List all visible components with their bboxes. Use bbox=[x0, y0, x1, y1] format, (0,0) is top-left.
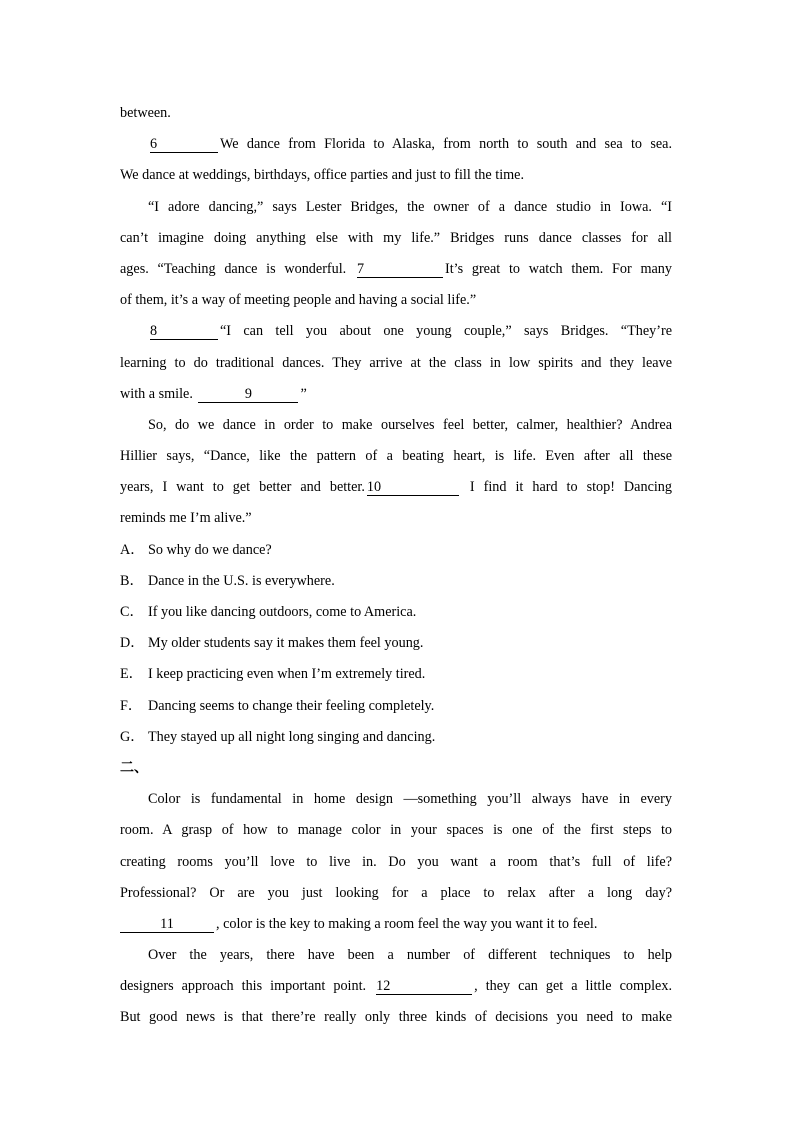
technique-paragraph-line3: But good news is that there’re really only three kinds of decisions you need to make bbox=[120, 1009, 672, 1026]
paragraph-andrea-line1: So, do we dance in order to make ourselves feel better, calmer, healthier? Andrea bbox=[148, 416, 672, 433]
document-page bbox=[120, 98, 672, 1034]
paragraph-lester-line4: of them, it’s a way of meeting people and having a social life.” bbox=[120, 292, 477, 309]
text: It’s great to watch them. For many bbox=[444, 260, 672, 277]
text-line: between. bbox=[120, 105, 171, 121]
option-d[interactable] bbox=[120, 628, 672, 659]
paragraph-6-line2: We dance at weddings, birthdays, office parties and just to fill the time. bbox=[120, 167, 525, 184]
option-text: I keep practicing even when I’m extremely tired. bbox=[148, 666, 426, 683]
text: designers approach this important point. bbox=[120, 978, 367, 995]
option-text: Dance in the U.S. is everywhere. bbox=[148, 572, 335, 589]
color-paragraph-line3: creating rooms you’ll love to live in. Do you want a room that’s full of life? bbox=[120, 853, 672, 870]
option-text: My older students say it makes them feel young. bbox=[148, 635, 424, 652]
blank-7[interactable]: 7 bbox=[357, 262, 443, 278]
blank-8[interactable]: 8 bbox=[150, 324, 218, 340]
option-text: So why do we dance? bbox=[148, 541, 272, 558]
paragraph-andrea-line4: reminds me I’m alive.” bbox=[120, 510, 252, 527]
paragraph-andrea-line2: Hillier says, “Dance, like the pattern of a beating heart, is life. Even after all these bbox=[120, 448, 672, 465]
option-letter: A． bbox=[120, 541, 145, 558]
color-paragraph-line2: room. A grasp of how to manage color in your spaces is one of the first steps to bbox=[120, 822, 672, 839]
section-two-heading: 二、 bbox=[120, 759, 148, 776]
text: ” bbox=[300, 385, 307, 402]
option-g[interactable] bbox=[120, 722, 672, 753]
color-paragraph-line5 bbox=[120, 909, 672, 940]
blank-10[interactable]: 10 bbox=[367, 480, 459, 496]
text: , they can get a little complex. bbox=[474, 978, 672, 995]
option-f[interactable] bbox=[120, 691, 672, 722]
option-text: They stayed up all night long singing and dancing. bbox=[148, 728, 436, 745]
option-text: Dancing seems to change their feeling completely. bbox=[148, 697, 435, 714]
blank-9[interactable]: 9 bbox=[198, 387, 298, 403]
text: We dance from Florida to Alaska, from north to south and sea to sea. bbox=[220, 136, 672, 153]
option-letter: C． bbox=[120, 604, 144, 620]
option-text: If you like dancing outdoors, come to America. bbox=[148, 604, 417, 620]
text: “I can tell you about one young couple,” says Bridges. “They’re bbox=[220, 323, 672, 340]
technique-paragraph-line2 bbox=[120, 971, 672, 1002]
text: , color is the key to making a room feel the way you want it to feel. bbox=[216, 915, 598, 932]
color-paragraph-line1: Color is fundamental in home design —something you’ll always have in every bbox=[148, 791, 672, 808]
blank-6[interactable]: 6 bbox=[150, 137, 218, 153]
option-list bbox=[120, 535, 672, 753]
option-c[interactable] bbox=[120, 597, 672, 628]
text: years, I want to get better and better. bbox=[120, 479, 365, 496]
option-letter: G． bbox=[120, 728, 145, 745]
paragraph-lester-line1: “I adore dancing,” says Lester Bridges, the owner of a dance studio in Iowa. “I bbox=[148, 198, 672, 215]
paragraph-8-line3 bbox=[120, 379, 672, 410]
paragraph-lester-line2: can’t imagine doing anything else with my life.” Bridges runs dance classes for all bbox=[120, 229, 672, 246]
option-b[interactable] bbox=[120, 566, 672, 597]
option-a[interactable] bbox=[120, 535, 672, 566]
option-e[interactable] bbox=[120, 659, 672, 690]
text: ages. “Teaching dance is wonderful. bbox=[120, 260, 347, 277]
paragraph-andrea-line3 bbox=[120, 472, 672, 503]
color-paragraph-line4: Professional? Or are you just looking for a place to relax after a long day? bbox=[120, 884, 672, 901]
option-letter: F． bbox=[120, 697, 143, 714]
option-letter: B． bbox=[120, 572, 144, 589]
paragraph-6-line1 bbox=[120, 129, 672, 160]
option-letter: E． bbox=[120, 666, 143, 683]
technique-paragraph-line1: Over the years, there have been a number of different techniques to help bbox=[148, 947, 672, 964]
blank-11[interactable]: 11 bbox=[120, 917, 214, 933]
paragraph-lester-line3 bbox=[120, 254, 672, 285]
text: I find it hard to stop! Dancing bbox=[469, 479, 672, 496]
paragraph-8-line1 bbox=[120, 316, 672, 347]
text: with a smile. bbox=[120, 385, 193, 402]
paragraph-8-line2: learning to do traditional dances. They arrive at the class in low spirits and they leave bbox=[120, 354, 672, 371]
option-letter: D． bbox=[120, 635, 145, 652]
blank-12[interactable]: 12 bbox=[376, 979, 472, 995]
